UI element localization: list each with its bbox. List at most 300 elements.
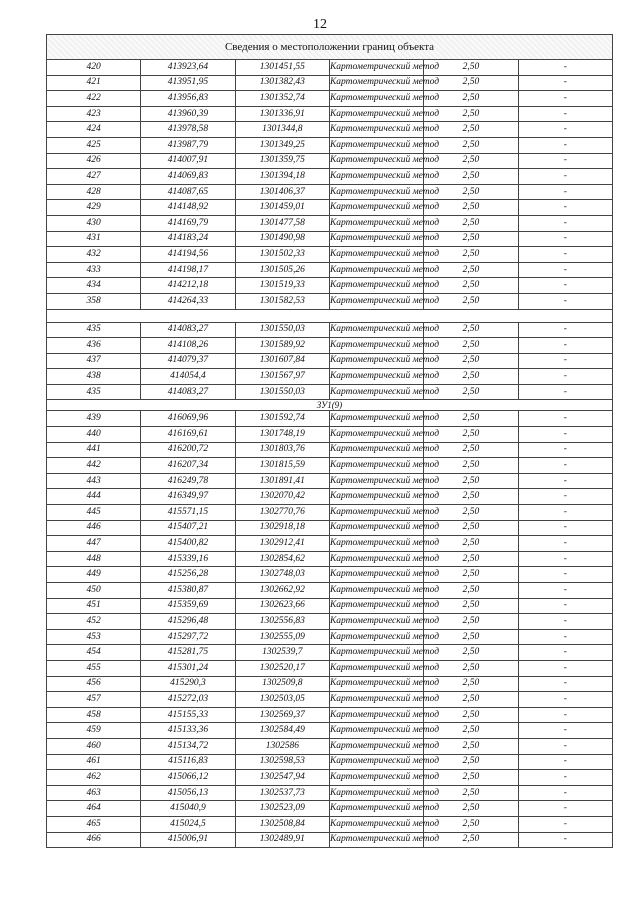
- cell-method: Картометрический метод: [329, 184, 423, 200]
- cell-description: -: [518, 536, 612, 552]
- cell-coordinate-x: 415281,75: [141, 645, 235, 661]
- cell-method: Картометрический метод: [329, 458, 423, 474]
- cell-point-number: 444: [47, 489, 141, 505]
- cell-coordinate-x: 414083,27: [141, 384, 235, 400]
- cell-description: -: [518, 551, 612, 567]
- cell-coordinate-y: 1302523,09: [235, 801, 329, 817]
- table-row: [47, 551, 613, 567]
- table-row: [47, 200, 613, 216]
- cell-accuracy: 2,50: [424, 536, 518, 552]
- cell-description: -: [518, 816, 612, 832]
- cell-accuracy: 2,50: [424, 832, 518, 848]
- cell-accuracy: 2,50: [424, 322, 518, 338]
- table-row: [47, 473, 613, 489]
- cell-description: -: [518, 505, 612, 521]
- cell-description: -: [518, 153, 612, 169]
- table-row: [47, 458, 613, 474]
- table-row: [47, 629, 613, 645]
- cell-description: -: [518, 278, 612, 294]
- cell-method: Картометрический метод: [329, 832, 423, 848]
- cell-accuracy: 2,50: [424, 645, 518, 661]
- table-row: [47, 91, 613, 107]
- table-row: [47, 816, 613, 832]
- cell-method: Картометрический метод: [329, 75, 423, 91]
- cell-accuracy: 2,50: [424, 754, 518, 770]
- cell-method: Картометрический метод: [329, 770, 423, 786]
- cell-coordinate-x: 415297,72: [141, 629, 235, 645]
- table-row: [47, 754, 613, 770]
- cell-coordinate-y: 1302508,84: [235, 816, 329, 832]
- cell-point-number: 450: [47, 583, 141, 599]
- cell-coordinate-y: 1301567,97: [235, 369, 329, 385]
- table-row: [47, 707, 613, 723]
- cell-description: -: [518, 384, 612, 400]
- cell-coordinate-y: 1301505,26: [235, 262, 329, 278]
- cell-coordinate-x: 415571,15: [141, 505, 235, 521]
- cell-description: -: [518, 614, 612, 630]
- cell-coordinate-y: 1301815,59: [235, 458, 329, 474]
- table-row: [47, 169, 613, 185]
- cell-coordinate-x: 416200,72: [141, 442, 235, 458]
- cell-accuracy: 2,50: [424, 169, 518, 185]
- cell-description: -: [518, 692, 612, 708]
- cell-point-number: 420: [47, 60, 141, 76]
- table-row: [47, 247, 613, 263]
- cell-accuracy: 2,50: [424, 723, 518, 739]
- cell-coordinate-x: 413951,95: [141, 75, 235, 91]
- table-row: [47, 676, 613, 692]
- cell-method: Картометрический метод: [329, 505, 423, 521]
- cell-accuracy: 2,50: [424, 489, 518, 505]
- cell-coordinate-y: 1301336,91: [235, 106, 329, 122]
- cell-coordinate-y: 1301582,53: [235, 293, 329, 309]
- cell-point-number: 427: [47, 169, 141, 185]
- cell-coordinate-y: 1301349,25: [235, 137, 329, 153]
- cell-description: -: [518, 169, 612, 185]
- cell-accuracy: 2,50: [424, 106, 518, 122]
- cell-coordinate-y: 1301359,75: [235, 153, 329, 169]
- cell-accuracy: 2,50: [424, 200, 518, 216]
- cell-accuracy: 2,50: [424, 247, 518, 263]
- cell-point-number: 432: [47, 247, 141, 263]
- cell-accuracy: 2,50: [424, 676, 518, 692]
- table-row: [47, 231, 613, 247]
- cell-coordinate-x: 415359,69: [141, 598, 235, 614]
- cell-point-number: 443: [47, 473, 141, 489]
- cell-accuracy: 2,50: [424, 215, 518, 231]
- table-row: [47, 184, 613, 200]
- table-row: [47, 645, 613, 661]
- cell-accuracy: 2,50: [424, 137, 518, 153]
- cell-point-number: 464: [47, 801, 141, 817]
- cell-point-number: 423: [47, 106, 141, 122]
- cell-method: Картометрический метод: [329, 567, 423, 583]
- cell-method: Картометрический метод: [329, 215, 423, 231]
- cell-coordinate-x: 416207,34: [141, 458, 235, 474]
- cell-coordinate-x: 416069,96: [141, 411, 235, 427]
- cell-accuracy: 2,50: [424, 427, 518, 443]
- cell-description: -: [518, 801, 612, 817]
- table-row: [47, 832, 613, 848]
- cell-method: Картометрический метод: [329, 473, 423, 489]
- cell-accuracy: 2,50: [424, 338, 518, 354]
- cell-coordinate-y: 1302520,17: [235, 660, 329, 676]
- cell-description: -: [518, 583, 612, 599]
- cell-coordinate-y: 1302539,7: [235, 645, 329, 661]
- cell-point-number: 421: [47, 75, 141, 91]
- cell-point-number: 456: [47, 676, 141, 692]
- cell-method: Картометрический метод: [329, 262, 423, 278]
- cell-coordinate-x: 414198,17: [141, 262, 235, 278]
- cell-coordinate-y: 1301459,01: [235, 200, 329, 216]
- cell-coordinate-y: 1302748,03: [235, 567, 329, 583]
- cell-point-number: 438: [47, 369, 141, 385]
- cell-description: -: [518, 629, 612, 645]
- table-row: [47, 411, 613, 427]
- cell-method: Картометрический метод: [329, 598, 423, 614]
- cell-point-number: 436: [47, 338, 141, 354]
- table-row: [47, 369, 613, 385]
- cell-point-number: 446: [47, 520, 141, 536]
- table-row: [47, 153, 613, 169]
- cell-point-number: 435: [47, 384, 141, 400]
- table-row: [47, 353, 613, 369]
- cell-point-number: 448: [47, 551, 141, 567]
- cell-coordinate-x: 415133,36: [141, 723, 235, 739]
- cell-method: Картометрический метод: [329, 91, 423, 107]
- cell-description: -: [518, 598, 612, 614]
- cell-method: Картометрический метод: [329, 583, 423, 599]
- cell-method: Картометрический метод: [329, 551, 423, 567]
- cell-point-number: 442: [47, 458, 141, 474]
- group-separator: [47, 309, 613, 322]
- cell-point-number: 466: [47, 832, 141, 848]
- cell-accuracy: 2,50: [424, 738, 518, 754]
- table-row: [47, 262, 613, 278]
- cell-description: -: [518, 106, 612, 122]
- cell-point-number: 422: [47, 91, 141, 107]
- table-row: [47, 520, 613, 536]
- cell-description: -: [518, 458, 612, 474]
- cell-coordinate-y: 1302918,18: [235, 520, 329, 536]
- table-title-row: [47, 35, 613, 60]
- table-row: [47, 75, 613, 91]
- table-row: [47, 427, 613, 443]
- cell-method: Картометрический метод: [329, 723, 423, 739]
- cell-coordinate-y: 1302070,42: [235, 489, 329, 505]
- table-row: [47, 338, 613, 354]
- cell-coordinate-x: 415400,82: [141, 536, 235, 552]
- cell-coordinate-y: 1302584,49: [235, 723, 329, 739]
- cell-method: Картометрический метод: [329, 384, 423, 400]
- cell-coordinate-x: 415134,72: [141, 738, 235, 754]
- cell-coordinate-x: 413978,58: [141, 122, 235, 138]
- cell-coordinate-y: 1301344,8: [235, 122, 329, 138]
- cell-accuracy: 2,50: [424, 60, 518, 76]
- cell-coordinate-y: 1301477,58: [235, 215, 329, 231]
- cell-point-number: 460: [47, 738, 141, 754]
- cell-method: Картометрический метод: [329, 707, 423, 723]
- cell-accuracy: 2,50: [424, 785, 518, 801]
- cell-coordinate-y: 1301382,43: [235, 75, 329, 91]
- cell-accuracy: 2,50: [424, 816, 518, 832]
- cell-method: Картометрический метод: [329, 106, 423, 122]
- cell-coordinate-y: 1301490,98: [235, 231, 329, 247]
- cell-accuracy: 2,50: [424, 353, 518, 369]
- cell-coordinate-x: 415339,16: [141, 551, 235, 567]
- section-label-row: [47, 400, 613, 411]
- cell-point-number: 433: [47, 262, 141, 278]
- cell-method: Картометрический метод: [329, 442, 423, 458]
- cell-point-number: 428: [47, 184, 141, 200]
- table-row: [47, 278, 613, 294]
- cell-description: -: [518, 75, 612, 91]
- cell-coordinate-x: 415290,3: [141, 676, 235, 692]
- cell-coordinate-x: 415056,13: [141, 785, 235, 801]
- cell-accuracy: 2,50: [424, 770, 518, 786]
- table-row: [47, 536, 613, 552]
- cell-method: Картометрический метод: [329, 231, 423, 247]
- cell-accuracy: 2,50: [424, 153, 518, 169]
- cell-coordinate-x: 413960,39: [141, 106, 235, 122]
- cell-point-number: 458: [47, 707, 141, 723]
- cell-description: -: [518, 427, 612, 443]
- cell-point-number: 451: [47, 598, 141, 614]
- cell-accuracy: 2,50: [424, 278, 518, 294]
- cell-method: Картометрический метод: [329, 816, 423, 832]
- table-row: [47, 723, 613, 739]
- cell-coordinate-y: 1302662,92: [235, 583, 329, 599]
- cell-coordinate-x: 414079,37: [141, 353, 235, 369]
- cell-description: -: [518, 262, 612, 278]
- cell-coordinate-x: 415272,03: [141, 692, 235, 708]
- cell-point-number: 453: [47, 629, 141, 645]
- cell-method: Картометрический метод: [329, 137, 423, 153]
- cell-method: Картометрический метод: [329, 427, 423, 443]
- cell-description: -: [518, 520, 612, 536]
- cell-method: Картометрический метод: [329, 169, 423, 185]
- cell-coordinate-x: 413923,64: [141, 60, 235, 76]
- cell-point-number: 439: [47, 411, 141, 427]
- cell-point-number: 452: [47, 614, 141, 630]
- cell-coordinate-x: 414194,56: [141, 247, 235, 263]
- cell-coordinate-x: 415066,12: [141, 770, 235, 786]
- cell-accuracy: 2,50: [424, 629, 518, 645]
- cell-accuracy: 2,50: [424, 473, 518, 489]
- cell-method: Картометрический метод: [329, 338, 423, 354]
- cell-coordinate-y: 1301607,84: [235, 353, 329, 369]
- cell-description: -: [518, 785, 612, 801]
- cell-method: Картометрический метод: [329, 247, 423, 263]
- cell-point-number: 463: [47, 785, 141, 801]
- cell-accuracy: 2,50: [424, 692, 518, 708]
- cell-accuracy: 2,50: [424, 567, 518, 583]
- cell-description: -: [518, 770, 612, 786]
- cell-coordinate-x: 415301,24: [141, 660, 235, 676]
- cell-coordinate-y: 1301550,03: [235, 322, 329, 338]
- page-number: 12: [313, 17, 327, 32]
- table-row: [47, 583, 613, 599]
- table-row: [47, 106, 613, 122]
- cell-coordinate-x: 414007,91: [141, 153, 235, 169]
- cell-method: Картометрический метод: [329, 536, 423, 552]
- cell-coordinate-y: 1302586: [235, 738, 329, 754]
- cell-method: Картометрический метод: [329, 801, 423, 817]
- cell-coordinate-x: 415155,33: [141, 707, 235, 723]
- cell-coordinate-x: 415407,21: [141, 520, 235, 536]
- cell-method: Картометрический метод: [329, 660, 423, 676]
- cell-coordinate-x: 416169,61: [141, 427, 235, 443]
- cell-description: -: [518, 738, 612, 754]
- cell-coordinate-y: 1301592,74: [235, 411, 329, 427]
- cell-accuracy: 2,50: [424, 801, 518, 817]
- cell-description: -: [518, 200, 612, 216]
- cell-accuracy: 2,50: [424, 551, 518, 567]
- cell-accuracy: 2,50: [424, 75, 518, 91]
- cell-description: -: [518, 473, 612, 489]
- cell-point-number: 431: [47, 231, 141, 247]
- cell-coordinate-x: 415040,9: [141, 801, 235, 817]
- cell-method: Картометрический метод: [329, 200, 423, 216]
- cell-description: -: [518, 247, 612, 263]
- table-row: [47, 505, 613, 521]
- table-row: [47, 215, 613, 231]
- cell-point-number: 358: [47, 293, 141, 309]
- cell-coordinate-x: 414083,27: [141, 322, 235, 338]
- table-row: [47, 322, 613, 338]
- cell-coordinate-x: 414108,26: [141, 338, 235, 354]
- table-row: [47, 801, 613, 817]
- cell-method: Картометрический метод: [329, 629, 423, 645]
- cell-method: Картометрический метод: [329, 692, 423, 708]
- cell-accuracy: 2,50: [424, 369, 518, 385]
- cell-method: Картометрический метод: [329, 369, 423, 385]
- cell-point-number: 454: [47, 645, 141, 661]
- cell-point-number: 447: [47, 536, 141, 552]
- cell-coordinate-x: 414212,18: [141, 278, 235, 294]
- cell-accuracy: 2,50: [424, 231, 518, 247]
- cell-description: -: [518, 60, 612, 76]
- boundary-coordinates-table: [46, 34, 613, 848]
- table-row: [47, 598, 613, 614]
- table-row: [47, 137, 613, 153]
- cell-point-number: 465: [47, 816, 141, 832]
- cell-description: -: [518, 645, 612, 661]
- cell-point-number: 462: [47, 770, 141, 786]
- cell-description: -: [518, 91, 612, 107]
- cell-coordinate-y: 1301451,55: [235, 60, 329, 76]
- group-separator-row: [47, 309, 613, 322]
- cell-method: Картометрический метод: [329, 411, 423, 427]
- cell-coordinate-y: 1301352,74: [235, 91, 329, 107]
- cell-description: -: [518, 723, 612, 739]
- cell-accuracy: 2,50: [424, 458, 518, 474]
- cell-coordinate-x: 414087,65: [141, 184, 235, 200]
- cell-description: -: [518, 442, 612, 458]
- cell-description: -: [518, 369, 612, 385]
- cell-coordinate-y: 1302509,8: [235, 676, 329, 692]
- cell-method: Картометрический метод: [329, 293, 423, 309]
- cell-coordinate-y: 1301519,33: [235, 278, 329, 294]
- table-row: [47, 738, 613, 754]
- cell-point-number: 461: [47, 754, 141, 770]
- cell-coordinate-x: 414069,83: [141, 169, 235, 185]
- cell-point-number: 437: [47, 353, 141, 369]
- cell-coordinate-y: 1302547,94: [235, 770, 329, 786]
- cell-point-number: 440: [47, 427, 141, 443]
- cell-point-number: 434: [47, 278, 141, 294]
- cell-coordinate-y: 1301589,92: [235, 338, 329, 354]
- table-title: Сведения о местоположении границ объекта: [47, 35, 613, 60]
- cell-accuracy: 2,50: [424, 520, 518, 536]
- cell-point-number: 425: [47, 137, 141, 153]
- cell-description: -: [518, 215, 612, 231]
- cell-description: -: [518, 707, 612, 723]
- cell-point-number: 445: [47, 505, 141, 521]
- cell-coordinate-x: 415024,5: [141, 816, 235, 832]
- cell-coordinate-y: 1302854,62: [235, 551, 329, 567]
- cell-coordinate-y: 1302770,76: [235, 505, 329, 521]
- cell-coordinate-y: 1301550,03: [235, 384, 329, 400]
- table-row: [47, 785, 613, 801]
- cell-accuracy: 2,50: [424, 184, 518, 200]
- cell-description: -: [518, 338, 612, 354]
- cell-coordinate-x: 413987,79: [141, 137, 235, 153]
- cell-accuracy: 2,50: [424, 660, 518, 676]
- cell-point-number: 426: [47, 153, 141, 169]
- cell-description: -: [518, 660, 612, 676]
- cell-accuracy: 2,50: [424, 122, 518, 138]
- cell-method: Картометрический метод: [329, 520, 423, 536]
- cell-description: -: [518, 184, 612, 200]
- cell-point-number: 457: [47, 692, 141, 708]
- cell-coordinate-x: 414264,33: [141, 293, 235, 309]
- cell-point-number: 459: [47, 723, 141, 739]
- cell-accuracy: 2,50: [424, 384, 518, 400]
- cell-coordinate-y: 1302556,83: [235, 614, 329, 630]
- cell-accuracy: 2,50: [424, 614, 518, 630]
- cell-accuracy: 2,50: [424, 505, 518, 521]
- cell-method: Картометрический метод: [329, 614, 423, 630]
- section-label: ЗУ1(9): [47, 400, 613, 411]
- cell-coordinate-y: 1302503,05: [235, 692, 329, 708]
- cell-coordinate-x: 413956,83: [141, 91, 235, 107]
- table-row: [47, 384, 613, 400]
- cell-point-number: 441: [47, 442, 141, 458]
- cell-method: Картометрический метод: [329, 353, 423, 369]
- cell-method: Картометрический метод: [329, 645, 423, 661]
- cell-method: Картометрический метод: [329, 153, 423, 169]
- cell-coordinate-y: 1302489,91: [235, 832, 329, 848]
- cell-description: -: [518, 137, 612, 153]
- cell-coordinate-x: 414183,24: [141, 231, 235, 247]
- cell-description: -: [518, 676, 612, 692]
- table-row: [47, 770, 613, 786]
- cell-accuracy: 2,50: [424, 707, 518, 723]
- cell-description: -: [518, 353, 612, 369]
- table-row: [47, 293, 613, 309]
- cell-coordinate-y: 1302623,66: [235, 598, 329, 614]
- table-row: [47, 614, 613, 630]
- cell-accuracy: 2,50: [424, 262, 518, 278]
- cell-method: Картометрический метод: [329, 278, 423, 294]
- cell-coordinate-x: 414054,4: [141, 369, 235, 385]
- cell-method: Картометрический метод: [329, 122, 423, 138]
- cell-point-number: 455: [47, 660, 141, 676]
- cell-description: -: [518, 122, 612, 138]
- cell-coordinate-y: 1301748,19: [235, 427, 329, 443]
- cell-coordinate-x: 415380,87: [141, 583, 235, 599]
